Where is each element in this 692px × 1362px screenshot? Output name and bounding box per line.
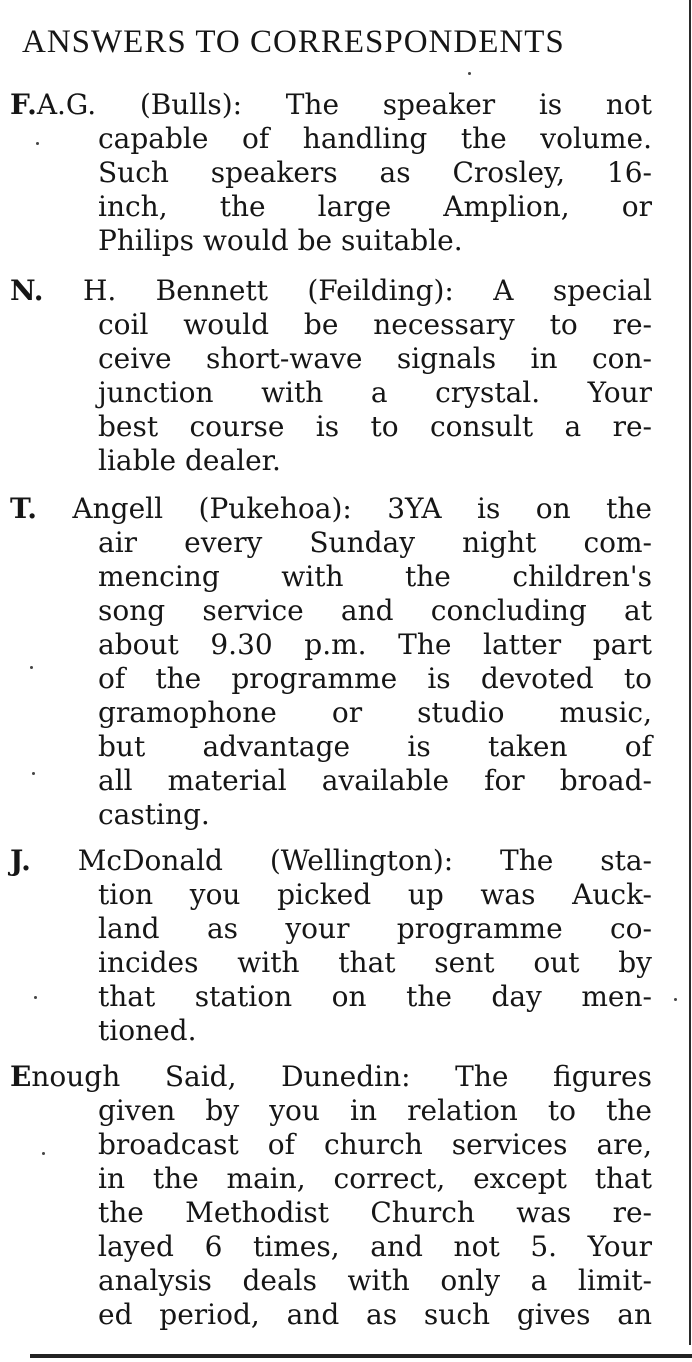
section-headline: ANSWERS TO CORRESPONDENTS [22,24,565,60]
entry-line: coil would be necessary to re- [98,308,652,341]
entry-initial: N. [10,274,44,307]
entry-line: best course is to consult a re- [98,410,652,443]
entry-line: land as your programme co- [98,912,652,945]
entry-line: given by you in relation to the [98,1094,652,1127]
entry-initial: J. [10,844,31,877]
entry-line: tioned. [98,1014,197,1047]
ink-speck [468,72,471,75]
entry-line: F.A.G. (Bulls): The speaker is not [10,88,652,121]
entry-line: all material available for broad- [98,764,652,797]
column-rule-right [689,0,691,1345]
ink-speck [34,996,37,999]
entry-line: casting. [98,798,210,831]
answer-entry-bennett [10,274,652,478]
entry-line: inch, the large Amplion, or [98,190,652,223]
entry-line: liable dealer. [98,444,281,477]
ink-speck [32,772,35,775]
answer-entry-enough-said [10,1060,652,1332]
entry-line: but advantage is taken of [98,730,652,763]
entry-initial: T. [10,492,37,525]
entry-line: analysis deals with only a limit- [98,1264,652,1297]
ink-speck [30,666,33,669]
ink-speck [36,142,39,145]
entry-initial: F. [10,88,37,121]
entry-line: Such speakers as Crosley, 16- [98,156,652,189]
entry-line: in the main, correct, except that [98,1162,652,1195]
entry-line: T. Angell (Pukehoa): 3YA is on the [10,492,652,525]
entry-line: gramophone or studio music, [98,696,652,729]
entry-line: mencing with the children's [98,560,652,593]
entry-line: air every Sunday night com- [98,526,652,559]
entry-line: Enough Said, Dunedin: The figures [10,1060,652,1093]
entry-line: layed 6 times, and not 5. Your [98,1230,652,1263]
ink-speck [42,1152,45,1155]
entry-initial: E [10,1060,32,1093]
entry-line: song service and concluding at [98,594,652,627]
bottom-rule [30,1354,692,1358]
answer-entry-mcdonald [10,844,652,1048]
answer-entry-angell [10,492,652,832]
entry-line: Philips would be suitable. [98,224,463,257]
entry-line: incides with that sent out by [98,946,652,979]
answer-entry-fag [10,88,652,258]
entry-line: J. McDonald (Wellington): The sta- [10,844,652,877]
entry-line: of the programme is devoted to [98,662,652,695]
entry-line: capable of handling the volume. [98,122,652,155]
entry-line: tion you picked up was Auck- [98,878,652,911]
entry-line: broadcast of church services are, [98,1128,652,1161]
entry-line: ceive short-wave signals in con- [98,342,652,375]
entry-line: N. H. Bennett (Feilding): A special [10,274,652,307]
entry-line: junction with a crystal. Your [98,376,652,409]
entry-line: that station on the day men- [98,980,652,1013]
entry-line: the Methodist Church was re- [98,1196,652,1229]
entry-line: ed period, and as such gives an [98,1298,652,1331]
ink-speck [674,998,677,1001]
entry-line: about 9.30 p.m. The latter part [98,628,652,661]
